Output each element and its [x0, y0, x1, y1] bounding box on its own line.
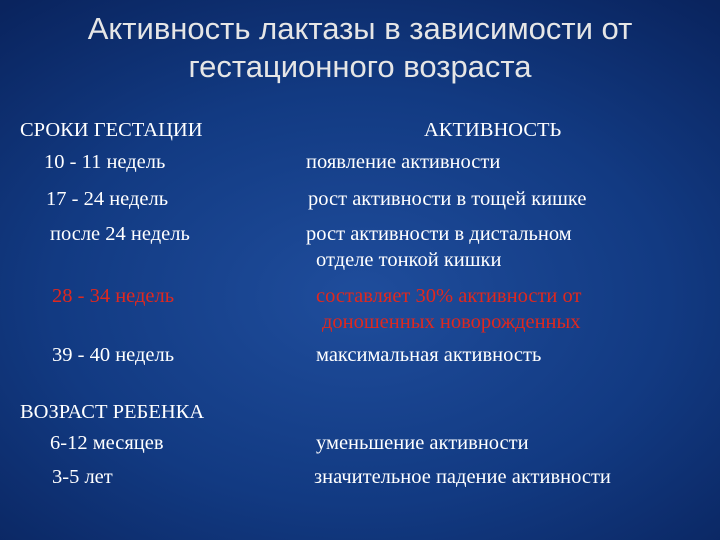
- period-row-3: после 24 недель: [50, 223, 190, 245]
- period-row-2: 17 - 24 недель: [46, 188, 169, 210]
- activity-row-4-line-2: доношенных новорожденных: [322, 311, 581, 333]
- activity-row-4-line-1: составляет 30% активности от: [316, 285, 582, 307]
- gestation-period-header: СРОКИ ГЕСТАЦИИ: [20, 119, 203, 141]
- child-age-header: ВОЗРАСТ РЕБЕНКА: [20, 401, 205, 423]
- period-row-4: 28 - 34 недель: [52, 285, 175, 307]
- child-period-row-2: 3-5 лет: [52, 466, 113, 488]
- activity-row-3-line-1: рост активности в дистальном: [306, 223, 572, 245]
- activity-header: АКТИВНОСТЬ: [424, 119, 562, 141]
- child-activity-row-2: значительное падение активности: [314, 466, 611, 488]
- child-activity-row-1: уменьшение активности: [316, 432, 529, 454]
- slide-title-line-1: Активность лактазы в зависимости от: [87, 11, 633, 46]
- period-row-1: 10 - 11 недель: [44, 151, 166, 173]
- child-period-row-1: 6-12 месяцев: [50, 432, 164, 454]
- slide-title-line-2: гестационного возраста: [188, 49, 532, 84]
- period-row-5: 39 - 40 недель: [52, 344, 175, 366]
- activity-row-2: рост активности в тощей кишке: [308, 188, 587, 210]
- activity-row-1: появление активности: [306, 151, 501, 173]
- slide-title: [0, 10, 720, 86]
- activity-row-5: максимальная активность: [316, 344, 542, 366]
- activity-row-3-line-2: отделе тонкой кишки: [316, 249, 502, 271]
